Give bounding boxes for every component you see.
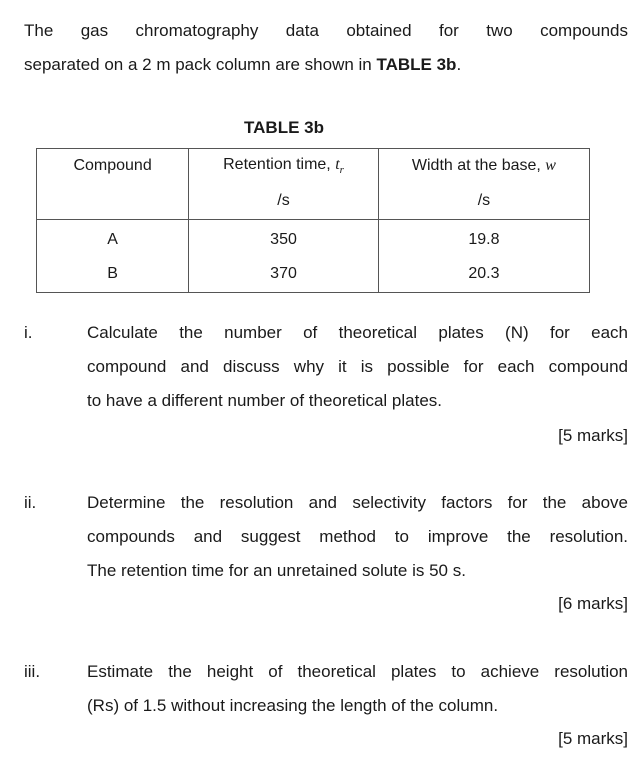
header-compound [37, 149, 189, 184]
question-line: to have a different number of theoretical plates. [87, 391, 443, 410]
table-unit-row [37, 183, 590, 220]
question-line: Calculate the number of theoretical plates (N) for each [87, 323, 628, 342]
intro-table-ref: TABLE 3b [376, 55, 457, 74]
question-line: compounds and suggest method to improve the resolution. [87, 527, 628, 546]
cell-compound: A [37, 220, 189, 257]
question-line: Determine the resolution and selectivity factors for the above [87, 493, 628, 512]
unit-retention [189, 183, 379, 220]
question-line: (Rs) of 1.5 without increasing the length of the column. [87, 696, 499, 715]
question-text [87, 655, 628, 723]
question-text [87, 486, 628, 588]
intro-line-1 [24, 14, 628, 48]
question-line: The retention time for an unretained solute is 50 s. [87, 561, 466, 580]
question-number: ii. [24, 493, 37, 512]
question-line: Estimate the height of theoretical plates to achieve resolution [87, 662, 628, 681]
marks-label: [5 marks] [558, 426, 628, 445]
table-row [37, 220, 590, 257]
data-table [36, 148, 590, 293]
table-caption-text: TABLE 3b [244, 118, 324, 137]
question-number: iii. [24, 662, 41, 681]
unit-retention-label: /s [277, 192, 290, 209]
table-caption [0, 118, 644, 138]
marks-label: [5 marks] [558, 729, 628, 748]
table-row [37, 256, 590, 293]
header-retention [189, 149, 379, 184]
intro-line-1-text: The gas chromatography data obtained for two compounds [24, 21, 628, 40]
unit-compound [37, 183, 189, 220]
question-text [87, 316, 628, 418]
header-width-label: Width at the base, [411, 157, 546, 174]
question-line: compound and discuss why it is possible for each compound [87, 357, 628, 376]
intro-line-2 [24, 48, 628, 82]
header-retention-symbol: t [335, 155, 340, 173]
intro-line-2-period: . [456, 55, 462, 74]
header-retention-label: Retention time, [223, 155, 336, 173]
question-number: i. [24, 323, 33, 342]
table-header-row [37, 149, 590, 184]
header-width [378, 149, 589, 184]
intro-line-2-text: separated on a 2 m pack column are shown in [24, 55, 377, 74]
marks-label: [6 marks] [558, 594, 628, 613]
cell-width: 20.3 [378, 256, 589, 293]
cell-retention: 350 [189, 220, 379, 257]
cell-retention: 370 [189, 256, 379, 293]
header-width-symbol: w [545, 157, 556, 174]
unit-width-label: /s [477, 192, 491, 209]
intro-paragraph [24, 14, 628, 82]
header-compound-label: Compound [73, 157, 152, 174]
cell-width: 19.8 [378, 220, 589, 257]
header-retention-subscript: r [339, 164, 344, 177]
unit-width [378, 183, 589, 220]
cell-compound: B [37, 256, 189, 293]
